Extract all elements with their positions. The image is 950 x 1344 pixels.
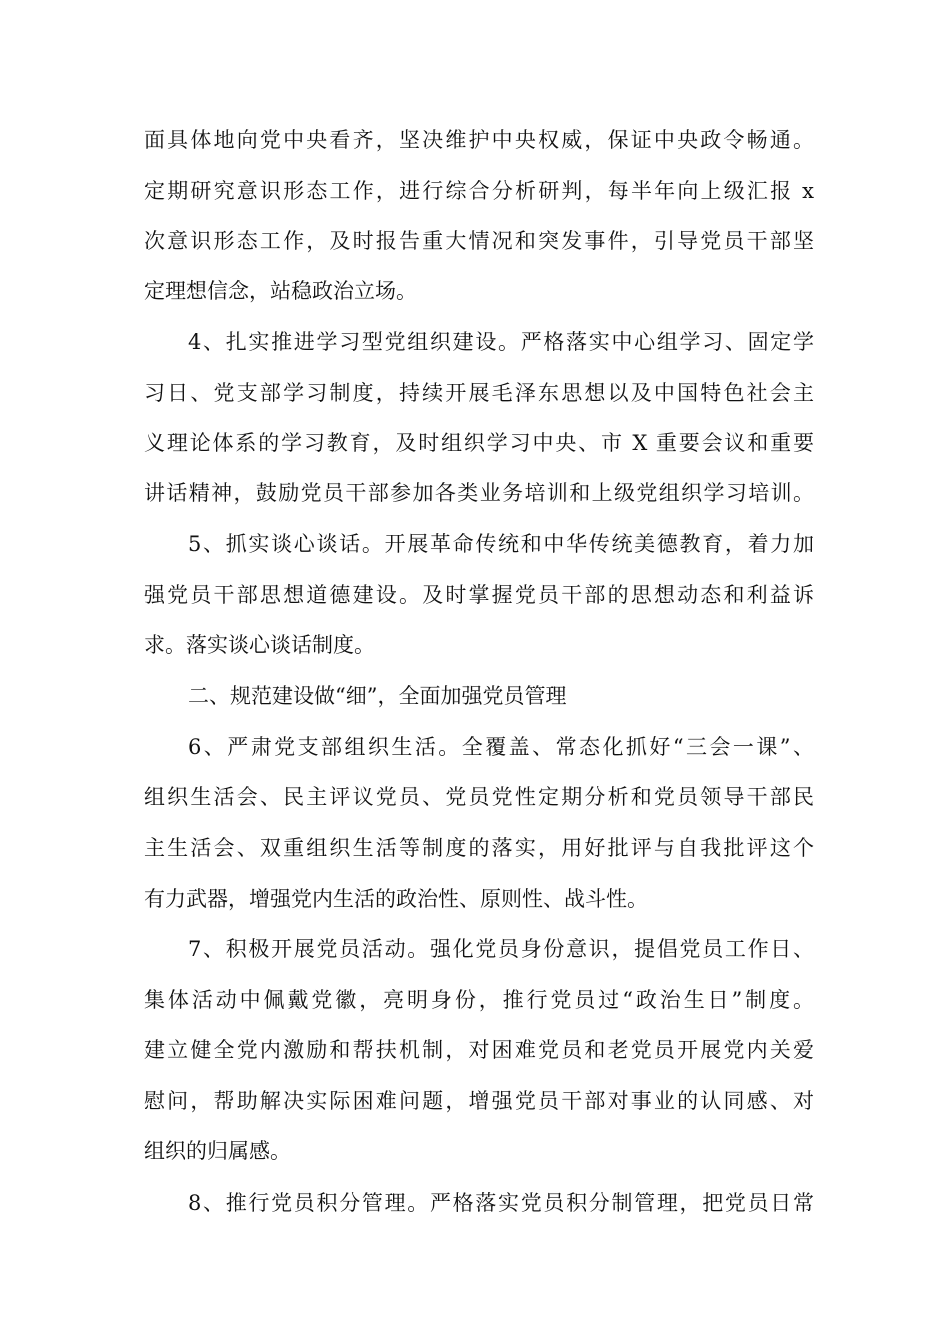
text-line: 面具体地向党中央看齐，坚决维护中央权威，保证中央政令畅通。 [144,128,814,152]
text-line: 习日、党支部学习制度，持续开展毛泽东思想以及中国特色社会主 [144,381,814,405]
section-heading-text: 二、规范建设做“细”，全面加强党员管理 [188,684,567,708]
text-line: 强党员干部思想道德建设。及时掌握党员干部的思想动态和利益诉 [144,583,814,607]
text-line: 求。落实谈心谈话制度。 [144,633,375,657]
text-line: 组织生活会、民主评议党员、党员党性定期分析和党员领导干部民 [144,785,814,809]
text-line: 5、抓实谈心谈话。开展革命传统和中华传统美德教育，着力加 [188,532,814,556]
text-line: 定期研究意识形态工作，进行综合分析研判，每半年向上级汇报 x [144,179,814,203]
text-line: 慰问，帮助解决实际困难问题，增强党员干部对事业的认同感、对 [144,1089,814,1113]
text-line: 义理论体系的学习教育，及时组织学习中央、市 X 重要会议和重要 [144,431,814,455]
text-line: 6、严肃党支部组织生活。全覆盖、常态化抓好“三会一课”、 [188,735,814,759]
text-line: 次意识形态工作，及时报告重大情况和突发事件，引导党员干部坚 [144,229,814,253]
text-line: 有力武器，增强党内生活的政治性、原则性、战斗性。 [144,887,648,911]
text-line: 4、扎实推进学习型党组织建设。严格落实中心组学习、固定学 [188,330,814,354]
text-line: 定理想信念，站稳政治立场。 [144,279,417,303]
text-line: 组织的归属感。 [144,1139,291,1163]
text-line: 建立健全党内激励和帮扶机制，对困难党员和老党员开展党内关爱 [144,1038,814,1062]
text-line: 7、积极开展党员活动。强化党员身份意识，提倡党员工作日、 [188,937,814,961]
text-line: 主生活会、双重组织生活等制度的落实，用好批评与自我批评这个 [144,836,814,860]
text-line: 讲话精神，鼓励党员干部参加各类业务培训和上级党组织学习培训。 [144,481,814,505]
text-line: 集体活动中佩戴党徽，亮明身份，推行党员过“政治生日”制度。 [144,988,814,1012]
text-line: 8、推行党员积分管理。严格落实党员积分制管理，把党员日常 [188,1191,814,1215]
